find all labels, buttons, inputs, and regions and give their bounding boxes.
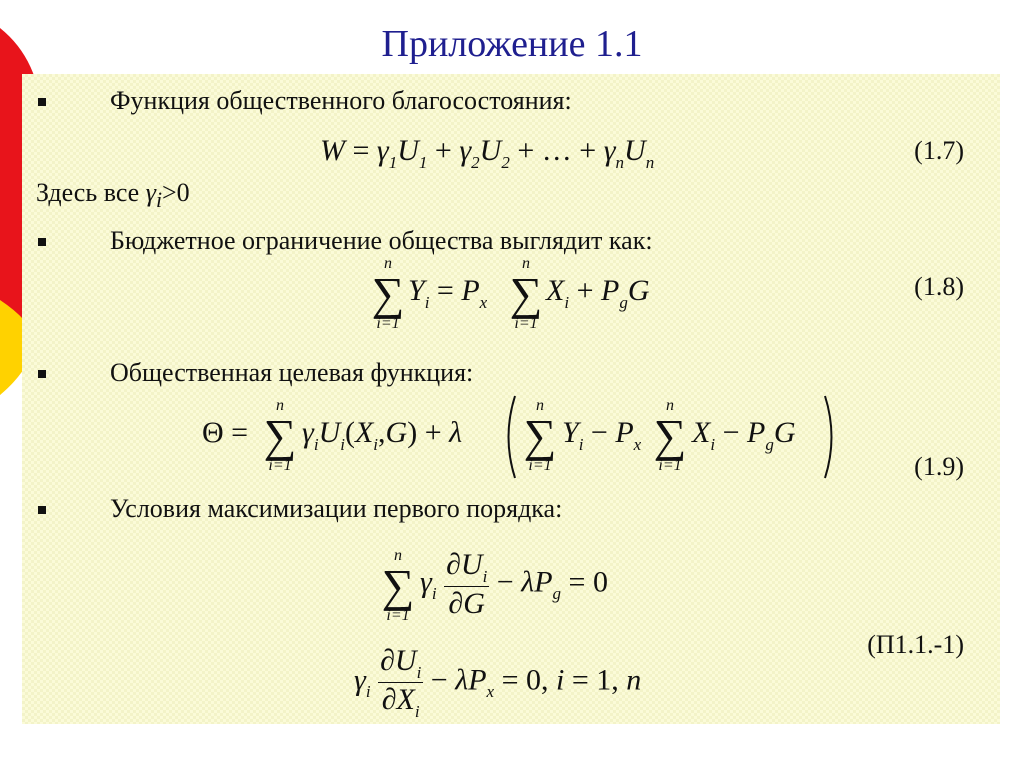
eq-p1-part1: $\gamma_i$ $\frac{\partial U_i}{\partial G}$ − $\lambda P_g = 0$ [420,548,608,620]
eq19-part2: $Y_i - P_x$ [562,416,642,454]
note-text [36,178,190,213]
sum-sign: n ∑ i=1 [381,547,415,624]
fraction: $\frac{\partial U_i}{\partial X_i}$ [380,644,422,721]
bullet-text: Функция общественного благосостояния: [110,86,572,115]
bullet-marker [38,370,46,378]
content-panel [22,74,1000,724]
equation-number: (1.8) [914,272,964,301]
equation-number: (1.9) [914,452,964,481]
note-sub: i [155,188,162,213]
eq18-part2: $X_i + P_gG$ [546,274,650,312]
equation-1-7: $W = \gamma_1U_1 + \gamma_2U_2$ + … + $\gamma_nU_n$ [320,134,655,172]
equation-number: (1.7) [914,136,964,165]
sum-sign: n ∑ i=1 [263,397,297,474]
eq19-theta: Θ = [202,416,249,449]
eq19-part1: $\gamma_iU_i(X_i,G) + \lambda$ [302,416,463,454]
sum-sign: n ∑ i=1 [653,397,687,474]
note-tail: >0 [162,178,190,207]
note-gamma: γ [145,178,156,207]
eq-p1-part2: $\gamma_i$ $\frac{\partial U_i}{\partial X_i}$ − $\lambda P_x = 0$, i = 1, n [354,644,642,721]
left-paren [500,392,518,482]
bullet-text: Бюджетное ограничение общества выглядит как: [110,226,653,255]
bullet-marker [38,506,46,514]
sum-sign: n ∑ i=1 [509,255,543,332]
right-paren [822,392,840,482]
fraction: $\frac{\partial U_i}{\partial G}$ [446,548,488,620]
sum-sign: n ∑ i=1 [523,397,557,474]
bullet-marker [38,238,46,246]
eq18-part1: $Y_i = P_x$ [408,274,488,312]
bullet-text: Условия максимизации первого порядка: [110,494,563,523]
bullet-text: Общественная целевая функция: [110,358,474,387]
note-lead: Здесь все [36,178,146,207]
bullet-marker [38,98,46,106]
equation-number: (П1.1.-1) [867,630,964,659]
sum-sign: n ∑ i=1 [371,255,405,332]
eq19-part3: $X_i - P_gG$ [692,416,796,454]
page-title: Приложение 1.1 [381,23,643,65]
